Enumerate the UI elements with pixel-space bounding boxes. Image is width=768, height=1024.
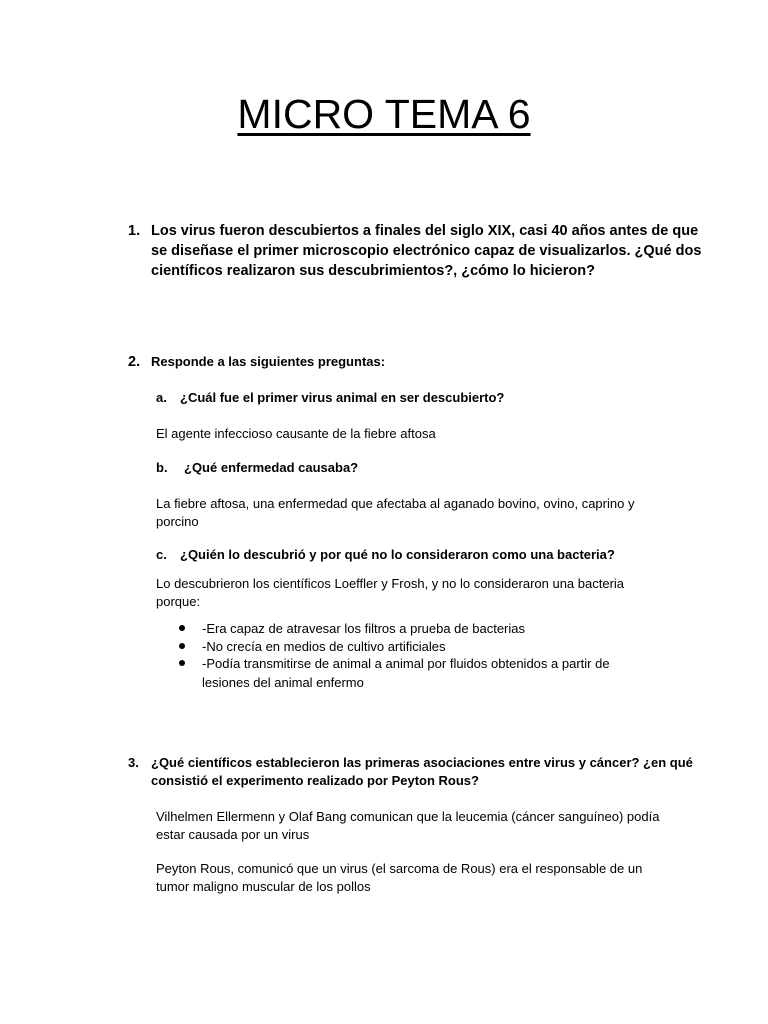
bullet-icon [179,643,185,649]
bullet-item-1: -Era capaz de atravesar los filtros a prueba de bacterias [202,621,526,636]
document-title: MICRO TEMA 6 [237,91,531,137]
question-3-line-2: consistió el experimento realizado por Peyton Rous? [151,773,479,788]
answer-2c-line-1: Lo descubrieron los científicos Loeffler y Frosh, y no lo consideraron una bacteria [156,576,625,591]
bullet-item-3-continuation: lesiones del animal enfermo [202,675,364,690]
question-1-line-2: se diseñase el primer microscopio electrónico capaz de visualizarlos. ¿Qué dos [151,243,702,259]
question-2c-letter: c. [156,547,167,562]
bullet-icon [179,625,185,631]
answer-2a: El agente infeccioso causante de la fiebre aftosa [156,426,436,441]
question-2-text: Responde a las siguientes preguntas: [151,354,386,369]
answer-2b-line-1: La fiebre aftosa, una enfermedad que afectaba al aganado bovino, ovino, caprino y [156,496,635,511]
question-3-number: 3. [128,755,139,770]
question-1-line-1: Los virus fueron descubiertos a finales del siglo XIX, casi 40 años antes de que [151,223,699,239]
bullet-icon [179,660,185,666]
question-2b-letter: b. [156,460,168,475]
answer-2b-line-2: porcino [156,514,199,529]
answer-3-part-1-line-2: estar causada por un virus [156,827,310,842]
question-2a-letter: a. [156,390,167,405]
answer-3-part-2-line-1: Peyton Rous, comunicó que un virus (el sarcoma de Rous) era el responsable de un [156,861,643,876]
question-1-number: 1. [128,223,141,239]
bullet-item-2: -No crecía en medios de cultivo artificiales [202,639,446,654]
question-2b-text: ¿Qué enfermedad causaba? [184,460,359,475]
question-1-line-3: científicos realizaron sus descubrimientos?, ¿cómo lo hicieron? [151,263,595,279]
question-2a-text: ¿Cuál fue el primer virus animal en ser descubierto? [180,390,505,405]
answer-3-part-1-line-1: Vilhelmen Ellermenn y Olaf Bang comunican que la leucemia (cáncer sanguíneo) podía [156,809,660,824]
question-2c-text: ¿Quién lo descubrió y por qué no lo consideraron como una bacteria? [180,547,615,562]
answer-3-part-2-line-2: tumor maligno muscular de los pollos [156,879,371,894]
question-2-number: 2. [128,354,141,370]
question-3-line-1: ¿Qué científicos establecieron las primeras asociaciones entre virus y cáncer? ¿en qué [151,755,693,770]
answer-2c-line-2: porque: [156,594,201,609]
bullet-item-3: -Podía transmitirse de animal a animal por fluidos obtenidos a partir de [202,656,610,671]
